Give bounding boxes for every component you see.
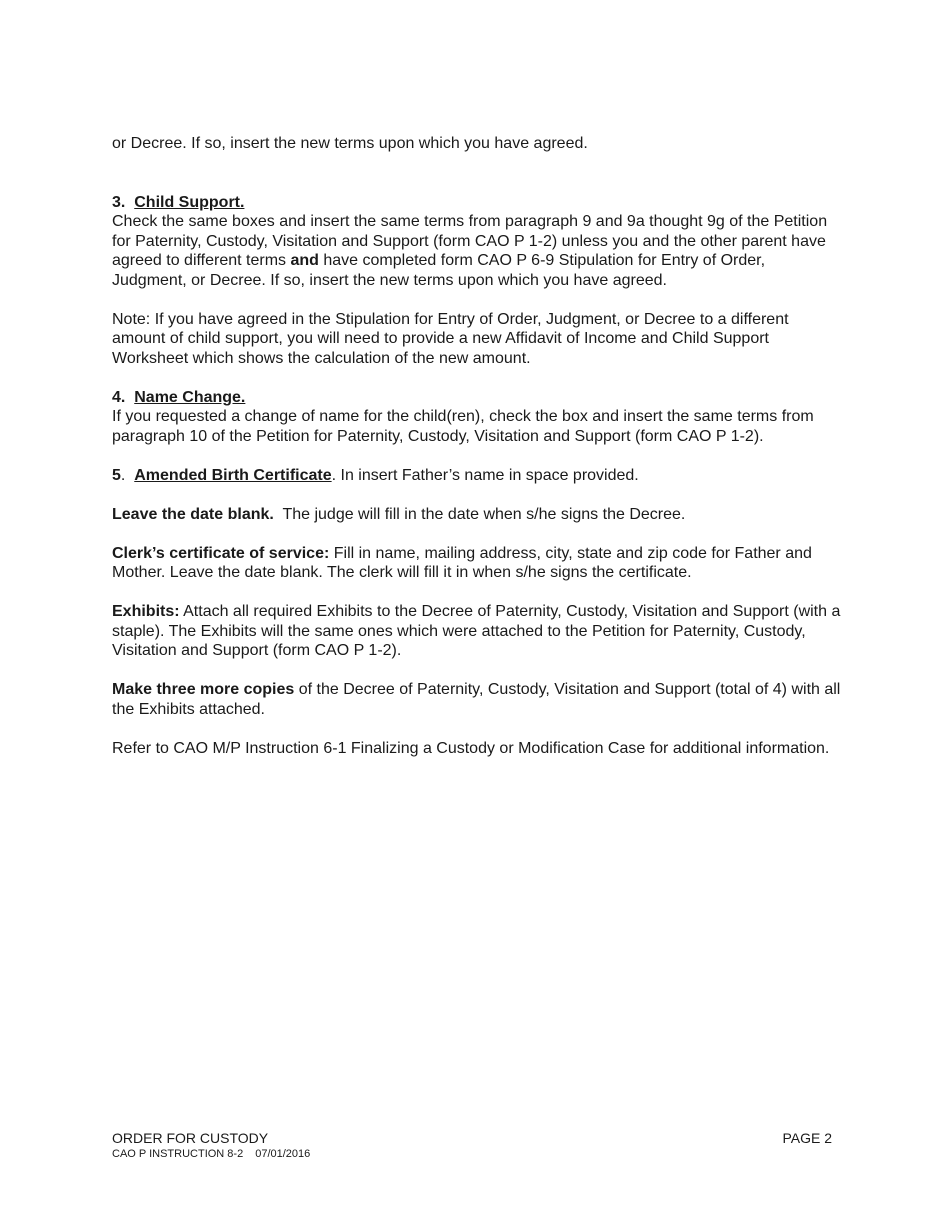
page-footer bbox=[112, 1130, 832, 1161]
date-blank-body: The judge will fill in the date when s/he signs the Decree. bbox=[273, 505, 686, 523]
section-5-title: Amended Birth Certificate bbox=[134, 466, 332, 484]
section-3-body-post: have completed form CAO P 6-9 Stipulation for Entry of Order, Judgment, or Decree. If so, insert the new terms upon which you have agreed. bbox=[112, 252, 766, 289]
section-3-title: Child Support. bbox=[134, 193, 245, 211]
section-4-body: If you requested a change of name for the child(ren), check the box and insert the same terms from paragraph 10 of the Petition for Paternity, Custody, Visitation and Support (form CAO P 1-2). bbox=[112, 408, 814, 445]
continuation-text: or Decree. If so, insert the new terms upon which you have agreed. bbox=[112, 135, 588, 152]
footer-date: 07/01/2016 bbox=[255, 1148, 311, 1160]
section-3-body bbox=[112, 212, 842, 290]
section-5-paragraph bbox=[112, 466, 842, 486]
section-5-number: 5 bbox=[112, 466, 121, 484]
section-3-body-pre: Check the same boxes and insert the same terms from paragraph 9 and 9a thought 9g of the Petition for Paternity, Custody, Visitation and Support (form CAO P 1-2) unless you and the other parent have agreed to different terms bbox=[112, 213, 828, 269]
clerk-paragraph bbox=[112, 544, 842, 583]
copies-paragraph bbox=[112, 680, 842, 719]
exhibits-body: Attach all required Exhibits to the Decree of Paternity, Custody, Visitation and Support (with a staple). The Exhibits will the same ones which were attached to the Petition for Paternity, Custody, Visitation and Support (form CAO P 1-2). bbox=[112, 603, 841, 659]
footer-page-number: PAGE 2 bbox=[782, 1130, 832, 1146]
section-5-punct: . bbox=[120, 466, 126, 484]
section-4-number: 4. bbox=[112, 388, 126, 406]
date-blank-label: Leave the date blank. bbox=[112, 505, 274, 523]
footer-instruction: CAO P INSTRUCTION 8-2 bbox=[112, 1148, 244, 1160]
section-4-heading bbox=[112, 388, 842, 408]
section-3-number: 3. bbox=[112, 193, 126, 211]
section-3-heading bbox=[112, 193, 842, 213]
section-4-title: Name Change. bbox=[134, 388, 246, 406]
exhibits-paragraph bbox=[112, 602, 842, 661]
clerk-body: Fill in name, mailing address, city, state and zip code for Father and Mother. Leave the date blank. The clerk will fill it in when s/he signs the certificate. bbox=[112, 544, 812, 581]
clerk-label: Clerk’s certificate of service: bbox=[112, 544, 330, 562]
copies-label: Make three more copies bbox=[112, 681, 295, 698]
copies-body: of the Decree of Paternity, Custody, Visitation and Support (total of 4) with all the Exhibits attached. bbox=[112, 681, 841, 718]
exhibits-label: Exhibits: bbox=[112, 603, 180, 620]
section-3-note: Note: If you have agreed in the Stipulation for Entry of Order, Judgment, or Decree to a different amount of child support, you will need to provide a new Affidavit of Income and Child Support Worksheet which shows the calculation of the new amount. bbox=[112, 310, 789, 367]
footer-doc-title: ORDER FOR CUSTODY bbox=[112, 1130, 269, 1146]
refer-paragraph: Refer to CAO M/P Instruction 6-1 Finalizing a Custody or Modification Case for additional information. bbox=[112, 739, 830, 757]
section-5-body: . In insert Father’s name in space provided. bbox=[331, 466, 639, 484]
section-3-body-bold: and bbox=[290, 252, 319, 269]
document-body bbox=[112, 134, 842, 758]
date-blank-paragraph bbox=[112, 505, 842, 525]
